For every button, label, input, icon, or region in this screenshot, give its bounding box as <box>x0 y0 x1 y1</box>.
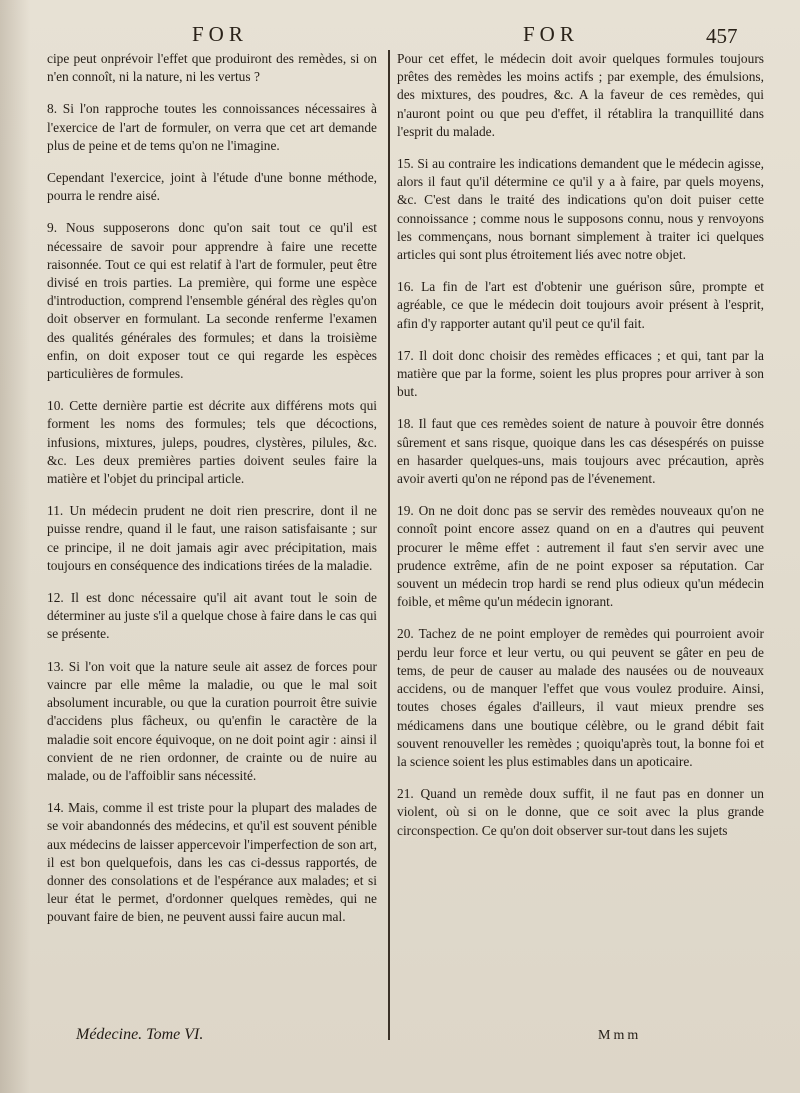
paragraph: 15. Si au contraire les indications demandent que le médecin agisse, alors il faut qu'il détermine ce qu'il y a à faire, par quels moyens, &c. C'est dans le traité des indications qu'on doit puiser cette connoissance ; comme nous le supposons connu, nous y renvoyons les commençans, nous bornant simplement à traiter ici quelques articles qui sont plus étroitement liés avec notre objet. <box>397 156 764 263</box>
paragraph: 12. Il est donc nécessaire qu'il ait avant tout le soin de déterminer au juste s'il a quelque chose à faire dans le cas qui se présente. <box>47 590 377 642</box>
paragraph: 19. On ne doit donc pas se servir des remèdes nouveaux qu'on ne connoît point encore assez quand on en a d'autres qui peuvent procurer le même effet : autrement il faut s'en servir avec une prudence extrême, afin de ne point exposer sa réputation. Car souvent un médecin trop hardi se rend plus odieux qu'un médecin foible, et même qu'un médecin ignorant. <box>397 503 764 610</box>
paragraph: 13. Si l'on voit que la nature seule ait assez de forces pour vaincre par elle même la maladie, ou que le mal soit absolument incurable, ou que la curation pourroit être suivie d'accidens plus fâcheux, ou qu'enfin le caractère de la maladie soit encore équivoque, on ne doit point agir : ainsi il convient de ne rien ordonner, de crainte ou de nuire au malade, ou de l'affoiblir sans nécessité. <box>47 658 377 783</box>
header-left-word: FOR <box>192 22 248 46</box>
paragraph: Cependant l'exercice, joint à l'étude d'une bonne méthode, pourra le rendre aisé. <box>47 170 377 204</box>
paragraph: 17. Il doit donc choisir des remèdes efficaces ; et qui, tant par la matière que par la forme, soient les plus propres pour arriver à son but. <box>397 347 764 400</box>
paragraph: 10. Cette dernière partie est décrite aux différens mots qui forment les noms des formules; tels que décoctions, infusions, mixtures, juleps, poudres, clystères, pilules, &c. &c. Les deux premières parties doivent seules faire la matière et l'objet du principal article. <box>47 398 377 487</box>
left-column <box>47 50 377 941</box>
paragraph: 8. Si l'on rapproche toutes les connoissances nécessaires à l'exercice de l'art de formuler, on verra que cet art demande plus de peine et de tems qu'on ne l'imagine. <box>47 101 377 153</box>
page-footer <box>0 1026 800 1056</box>
binding-shadow <box>0 0 30 1093</box>
right-column <box>397 50 764 854</box>
paragraph: cipe peut onprévoir l'effet que produiront des remèdes, si on n'en connoît, ni la nature, ni les vertus ? <box>47 51 377 85</box>
paragraph: Pour cet effet, le médecin doit avoir quelques formules toujours prêtes des remèdes les moins actifs ; par exemple, des émulsions, des mixtures, des poudres, &c. A la faveur de ces remèdes, qui n'auront point ou que peu d'effet, il rétablira la tranquillité dans l'esprit du malade. <box>397 51 764 139</box>
column-divider <box>388 50 390 1040</box>
page-number: 457 <box>706 24 738 48</box>
paragraph: 20. Tachez de ne point employer de remèdes qui pourroient avoir perdu leur force et leur vertu, ou qui peuvent se gâter en peu de tems, de peur de causer au malade des nausées ou de nouveaux accidens, ou de manquer l'effet que vous voulez produire. Ainsi, toutes choses égales d'ailleurs, il vaut mieux prendre ses médicamens dans une boutique célèbre, ou le grand débit fait souvent renouveller les remèdes ; quoiqu'après tout, la bonne foi et la science soient les plus estimables dans un apoticaire. <box>397 626 764 769</box>
paragraph: 16. La fin de l'art est d'obtenir une guérison sûre, prompte et agréable, ce que le médecin doit toujours avoir présent à l'esprit, afin d'y rapporter autant qu'il peut ce qu'il fait. <box>397 279 764 331</box>
paragraph: 14. Mais, comme il est triste pour la plupart des malades de se voir abandonnés des médecins, et qu'il est souvent pénible aux médecins de laisser appercevoir l'imperfection de son art, il est bon quelquefois, dans les cas ci-dessus rapportés, de donner des consolations et de l'espérance aux malades; et si leur état le permet, d'ordonner quelques remèdes, qui ne pouvant faire de bien, ne peuvent aussi faire aucun mal. <box>47 800 377 925</box>
paragraph: 21. Quand un remède doux suffit, il ne faut pas en donner un violent, où si on le donne, que ce soit avec la plus grande circonspection. Ce qu'on doit observer sur-tout dans les sujets <box>397 786 764 838</box>
paragraph: 9. Nous supposerons donc qu'on sait tout ce qu'il est nécessaire de savoir pour apprendre à faire une recette raisonnée. Tout ce qui est relatif à l'art de formuler, peut être divisé en trois parties. La première, qui forme une espèce d'introduction, comprend l'ensemble général des règles qu'on doit observer en formulant. La seconde renferme l'examen des qualités générales des formules; et dans la troisième enfin, on doit exposer tout ce qui regarde les espèces particulières de formules. <box>47 220 377 382</box>
gathering-mark: Mmm <box>598 1028 642 1043</box>
paragraph: 11. Un médecin prudent ne doit rien prescrire, dont il ne puisse rendre, quand il le faut, une raison satisfaisante ; sur ce principe, il ne doit jamais agir avec précipitation, mais toujours en conséquence des indications tirées de la maladie. <box>47 503 377 573</box>
header-right-word: FOR <box>523 22 579 46</box>
paragraph: 18. Il faut que ces remèdes soient de nature à pouvoir être donnés sûrement et sans risque, quoique dans les cas désespérés on puisse en hasarder quelques-uns, mais toujours avec précaution, après avoir averti qu'on ne répond pas de l'évenement. <box>397 416 764 487</box>
volume-signature: Médecine. Tome VI. <box>76 1026 204 1043</box>
